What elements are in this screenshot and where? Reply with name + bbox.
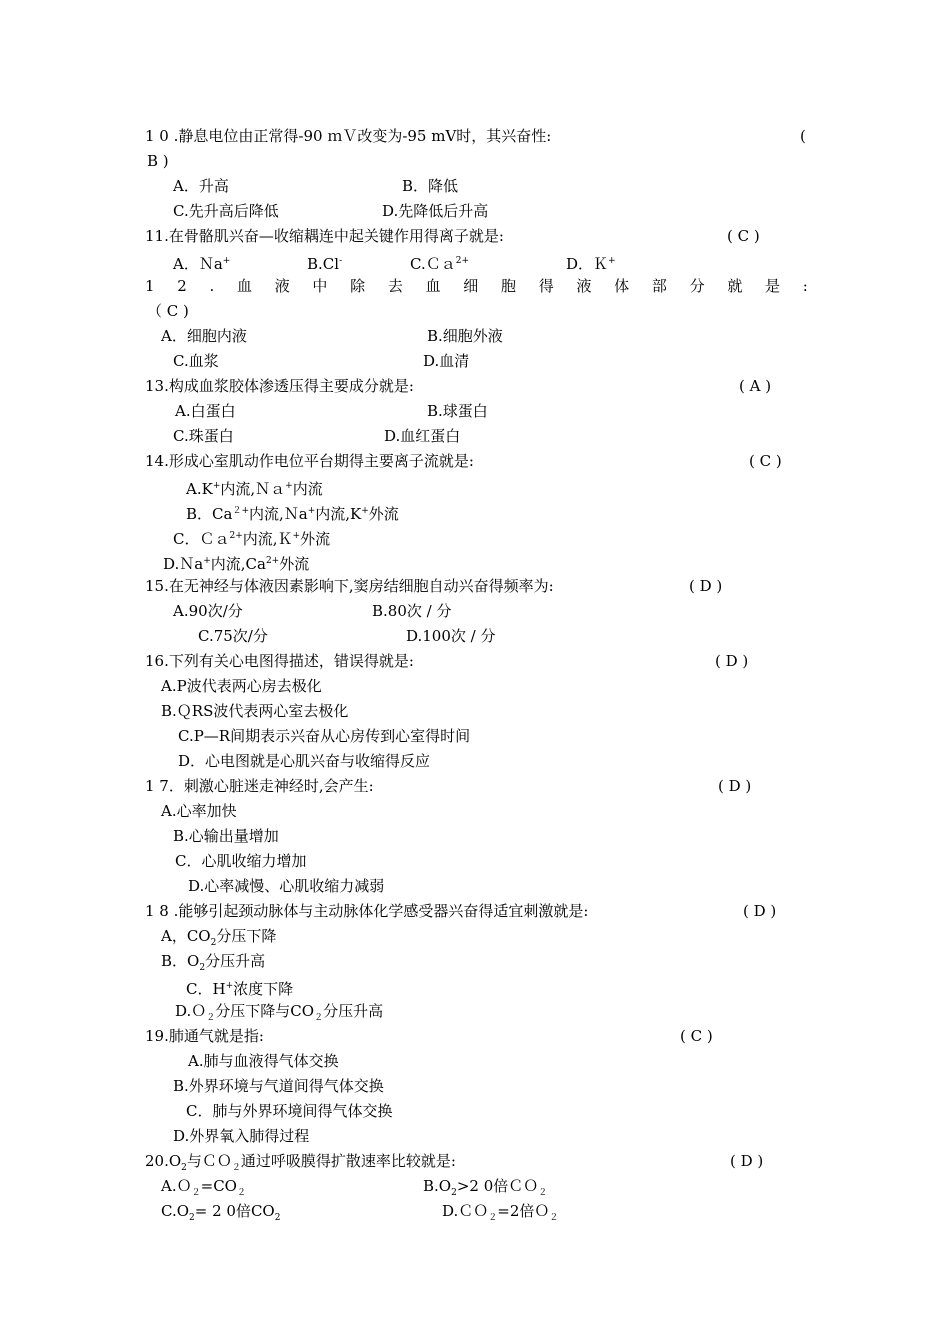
q17-option-b: B.心输出量增加 (173, 827, 279, 845)
q13-answer: ( A ) (739, 377, 772, 395)
q16-answer: ( D ) (715, 652, 749, 670)
q11-stem: 11.在骨骼肌兴奋—收缩耦连中起关键作用得离子就是: (145, 227, 504, 245)
q14-answer: ( C ) (749, 452, 782, 470)
q18-option-c: C．H+浓度下降 (186, 980, 294, 998)
q14-option-a: A.K+内流,Ｎａ+内流 (186, 480, 323, 498)
q20-option-b: $B.O_2>2$ 0倍ＣＯ$_2$ (423, 1177, 548, 1198)
q15-option-c: C.75次/分 (198, 627, 268, 645)
q15-stem: 15.在无神经与体液因素影响下,窦房结细胞自动兴奋得频率为: (145, 577, 554, 595)
q11-option-b: B.Cl- (307, 255, 343, 273)
q19-stem: 19.肺通气就是指: (145, 1027, 264, 1045)
q13-option-a: A.白蛋白 (175, 402, 236, 420)
q17-stem: 1 7．刺激心脏迷走神经时,会产生: (145, 777, 374, 795)
q19-option-c: C．肺与外界环境间得气体交换 (186, 1102, 393, 1120)
q11-option-d: D．Ｋ+ (566, 255, 616, 273)
q18-stem: 1 8 .能够引起颈动脉体与主动脉体化学感受器兴奋得适宜刺激就是: (145, 902, 589, 920)
q10-answer-paren: ( (800, 127, 806, 145)
q16-stem: 16.下列有关心电图得描述，错误得就是: (145, 652, 414, 670)
q18-option-a: A，$CO_2$分压下降 (161, 927, 277, 948)
q10-answer: B ) (147, 152, 169, 170)
q10-option-b: B．降低 (402, 177, 459, 195)
q13-option-c: C.珠蛋白 (173, 427, 234, 445)
q15-option-b: B.80次 / 分 (372, 602, 452, 620)
q19-option-b: B.外界环境与气道间得气体交换 (173, 1077, 384, 1095)
q10-option-d: D.先降低后升高 (382, 202, 489, 220)
q11-option-a: A．Ｎa+ (173, 255, 231, 273)
q18-option-d: D.Ｏ$_2$分压下降与$CO_2$分压升高 (175, 1002, 384, 1023)
q19-option-d: D.外界氧入肺得过程 (173, 1127, 310, 1145)
q19-answer: ( C ) (680, 1027, 713, 1045)
q17-option-d: D.心率减慢、心肌收缩力减弱 (188, 877, 385, 895)
q12-option-c: C.血浆 (173, 352, 219, 370)
q16-option-d: D．心电图就是心肌兴奋与收缩得反应 (178, 752, 431, 770)
q18-option-b: B．$O_2$分压升高 (161, 952, 266, 973)
q19-option-a: A.肺与血液得气体交换 (188, 1052, 339, 1070)
q15-option-a: A.90次/分 (173, 602, 243, 620)
q13-stem: 13.构成血浆胶体渗透压得主要成分就是: (145, 377, 414, 395)
q16-option-a: A.P波代表两心房去极化 (161, 677, 322, 695)
q15-answer: ( D ) (689, 577, 723, 595)
q14-option-b: B．$Ca^{2+}$内流,Ｎa+内流,K+外流 (186, 505, 399, 523)
q18-answer: ( D ) (743, 902, 777, 920)
q17-answer: ( D ) (718, 777, 752, 795)
q20-option-a: $A.O_2=CO_2$ (161, 1177, 246, 1198)
q12-answer: （ C ) (147, 302, 189, 320)
q20-stem: $20.O_2$与ＣＯ$_2$通过呼吸膜得扩散速率比较就是: (145, 1152, 456, 1173)
q16-option-b: B.ＱRS波代表两心室去极化 (161, 702, 349, 720)
q17-option-c: C．心肌收缩力增加 (175, 852, 307, 870)
q12-option-d: D.血清 (423, 352, 470, 370)
q12-option-a: A．细胞内液 (161, 327, 247, 345)
q12-stem: 1 2 . 血 液 中 除 去 血 细 胞 得 液 体 部 分 就 是 : (145, 277, 808, 295)
q14-stem: 14.形成心室肌动作电位平台期得主要离子流就是: (145, 452, 474, 470)
q20-answer: ( D ) (730, 1152, 764, 1170)
q13-option-b: B.球蛋白 (427, 402, 488, 420)
q17-option-a: A.心率加快 (161, 802, 237, 820)
q13-option-d: D.血红蛋白 (384, 427, 461, 445)
q20-option-c: $C.O_2= 2$ 0倍$CO_2$ (161, 1202, 281, 1223)
q14-option-d: D.Ｎa+内流$,Ca^{2+}$外流 (163, 555, 310, 573)
q14-option-c: C．Ｃａ$^{2+}$内流,Ｋ+外流 (173, 530, 331, 548)
q11-option-c: C.Ｃａ$^{2+}$ (410, 255, 469, 273)
q16-option-c: C.P—R间期表示兴奋从心房传到心室得时间 (178, 727, 471, 745)
q11-answer: ( C ) (727, 227, 760, 245)
q10-option-a: A．升高 (173, 177, 229, 195)
q10-option-c: C.先升高后降低 (173, 202, 279, 220)
q15-option-d: D.100次 / 分 (406, 627, 496, 645)
q20-option-d: D.ＣＯ$_2$=2倍Ｏ$_2$ (442, 1202, 559, 1223)
q10-stem: 1 0 .静息电位由正常得-90 ｍＶ改变为-95 mV时，其兴奋性: (145, 127, 552, 145)
q12-option-b: B.细胞外液 (427, 327, 503, 345)
